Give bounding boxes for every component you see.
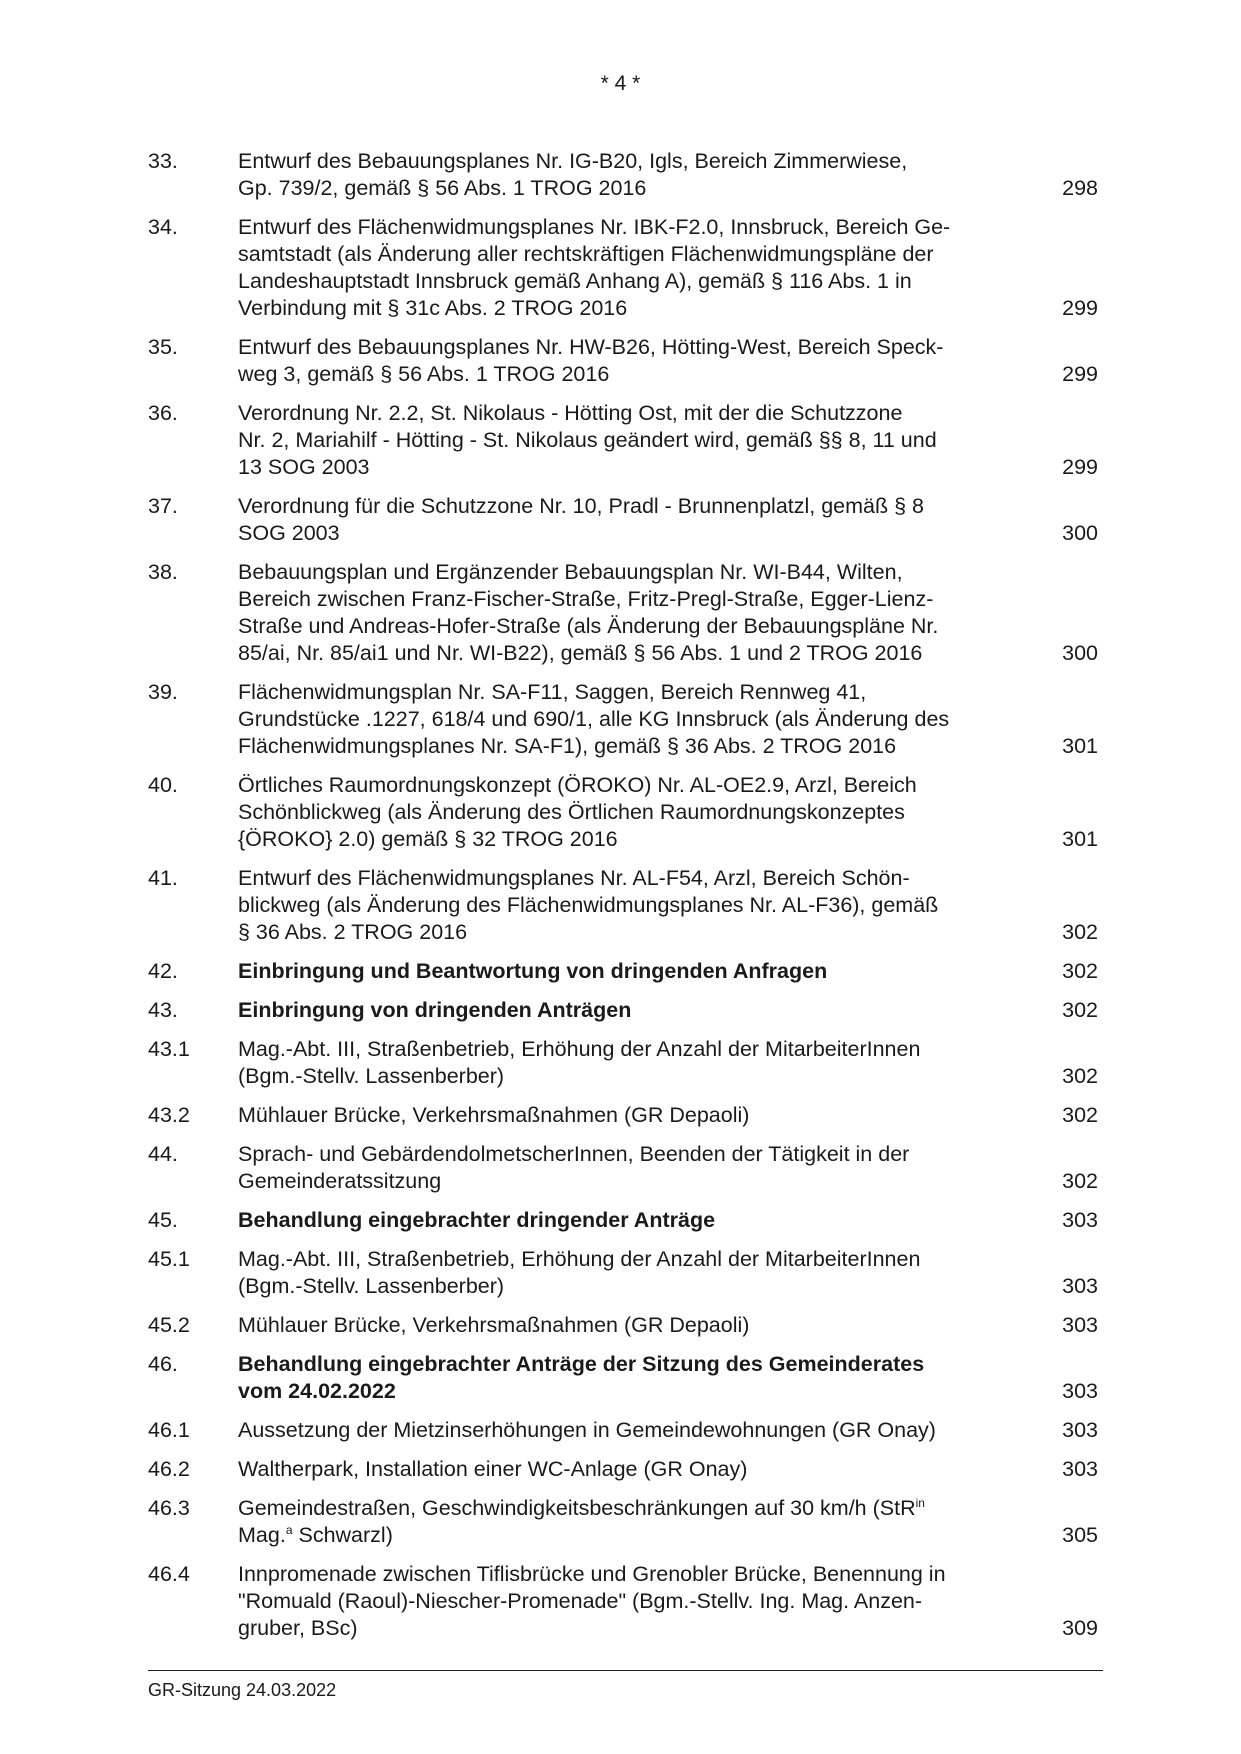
toc-title-text: Gemeindestraßen, Geschwindigkeitsbeschränkungen auf 30 km/h (StR — [238, 1496, 916, 1520]
toc-title-line: "Romuald (Raoul)-Niescher-Promenade" (Bgm.-Stellv. Ing. Mag. Anzen- — [238, 1589, 923, 1613]
toc-entry — [148, 1036, 1100, 1090]
footer-divider — [148, 1670, 1103, 1671]
toc-title-line: Flächenwidmungsplanes Nr. SA-F1), gemäß § 36 Abs. 2 TROG 2016 — [238, 734, 897, 758]
toc-number: 45.1 — [148, 1247, 190, 1271]
toc-number: 45. — [148, 1208, 178, 1232]
toc-entry — [148, 865, 1100, 946]
toc-page: 301 — [1062, 827, 1098, 851]
toc-title — [238, 1495, 1003, 1549]
toc-title-line: Sprach- und GebärdendolmetscherInnen, Beenden der Tätigkeit in der — [238, 1142, 910, 1166]
toc-number: 36. — [148, 401, 178, 425]
toc-title-line: Entwurf des Bebauungsplanes Nr. HW-B26, Hötting-West, Bereich Speck- — [238, 335, 944, 359]
toc-entry — [148, 958, 1100, 985]
toc-number: 46.2 — [148, 1457, 190, 1481]
toc-title-line: Behandlung eingebrachter dringender Anträge — [238, 1208, 716, 1232]
toc-title-text: Mag. — [238, 1523, 286, 1547]
toc-title — [238, 865, 1003, 946]
toc-title-line: weg 3, gemäß § 56 Abs. 1 TROG 2016 — [238, 362, 610, 386]
toc-title-line: 13 SOG 2003 — [238, 455, 370, 479]
toc-page: 303 — [1062, 1208, 1098, 1232]
toc-entry — [148, 1312, 1100, 1339]
toc-title — [238, 1102, 1003, 1129]
toc-title — [238, 334, 1003, 388]
toc-entry — [148, 214, 1100, 322]
toc-entry — [148, 1495, 1100, 1549]
toc-page: 309 — [1062, 1616, 1098, 1640]
toc-title-line: Nr. 2, Mariahilf - Hötting - St. Nikolaus geändert wird, gemäß §§ 8, 11 und — [238, 428, 937, 452]
toc-title — [238, 559, 1003, 667]
toc-title — [238, 1207, 1003, 1234]
toc-title-line: Gp. 739/2, gemäß § 56 Abs. 1 TROG 2016 — [238, 176, 647, 200]
toc-title-line: Entwurf des Bebauungsplanes Nr. IG-B20, Igls, Bereich Zimmerwiese, — [238, 149, 908, 173]
toc-number: 44. — [148, 1142, 178, 1166]
toc-title-line: § 36 Abs. 2 TROG 2016 — [238, 920, 468, 944]
toc-number: 38. — [148, 560, 178, 584]
toc-entry — [148, 679, 1100, 760]
toc-title-line: Entwurf des Flächenwidmungsplanes Nr. IBK-F2.0, Innsbruck, Bereich Ge- — [238, 215, 951, 239]
toc-title — [238, 997, 1003, 1024]
toc-title-line: Mühlauer Brücke, Verkehrsmaßnahmen (GR Depaoli) — [238, 1103, 750, 1127]
toc-entry — [148, 559, 1100, 667]
toc-number: 43.1 — [148, 1037, 190, 1061]
toc-title-line: Behandlung eingebrachter Anträge der Sitzung des Gemeinderates — [238, 1352, 925, 1376]
toc-title-line: Bebauungsplan und Ergänzender Bebauungsplan Nr. WI-B44, Wilten, — [238, 560, 903, 584]
toc-title-line: Einbringung von dringenden Anträgen — [238, 998, 632, 1022]
superscript: a — [285, 1523, 293, 1537]
toc-title-line: {ÖROKO} 2.0) gemäß § 32 TROG 2016 — [238, 827, 618, 851]
toc-page: 299 — [1062, 296, 1098, 320]
toc-title-line: Mag.-Abt. III, Straßenbetrieb, Erhöhung der Anzahl der MitarbeiterInnen — [238, 1037, 921, 1061]
toc-title — [238, 493, 1003, 547]
toc-entry — [148, 1207, 1100, 1234]
toc-title-line: Grundstücke .1227, 618/4 und 690/1, alle KG Innsbruck (als Änderung des — [238, 707, 950, 731]
toc-page: 303 — [1062, 1418, 1098, 1442]
toc-title — [238, 214, 1003, 322]
toc-title-line: Innpromenade zwischen Tiflisbrücke und Grenobler Brücke, Benennung in — [238, 1562, 946, 1586]
toc-title-line: SOG 2003 — [238, 521, 340, 545]
toc-entry — [148, 1141, 1100, 1195]
toc-title-line: vom 24.02.2022 — [238, 1379, 396, 1403]
toc-number: 37. — [148, 494, 178, 518]
toc-title — [238, 1246, 1003, 1300]
toc-number: 43.2 — [148, 1103, 190, 1127]
toc-page: 301 — [1062, 734, 1098, 758]
toc-title-line: Örtliches Raumordnungskonzept (ÖROKO) Nr. AL-OE2.9, Arzl, Bereich — [238, 773, 917, 797]
toc-entry — [148, 400, 1100, 481]
toc-page: 302 — [1062, 1064, 1098, 1088]
toc-title-line: Gemeinderatssitzung — [238, 1169, 442, 1193]
toc-title — [238, 1417, 1003, 1444]
toc-title-line — [238, 1522, 1003, 1549]
toc-number: 46. — [148, 1352, 178, 1376]
toc-title-line: blickweg (als Änderung des Flächenwidmungsplanes Nr. AL-F36), gemäß — [238, 893, 939, 917]
toc-number: 33. — [148, 149, 178, 173]
toc-title-line: Bereich zwischen Franz-Fischer-Straße, Fritz-Pregl-Straße, Egger-Lienz- — [238, 587, 934, 611]
toc-title-line: Entwurf des Flächenwidmungsplanes Nr. AL-F54, Arzl, Bereich Schön- — [238, 866, 910, 890]
toc-page: 303 — [1062, 1379, 1098, 1403]
toc-page: 300 — [1062, 641, 1098, 665]
toc-title-line: Mag.-Abt. III, Straßenbetrieb, Erhöhung der Anzahl der MitarbeiterInnen — [238, 1247, 921, 1271]
toc-title-text: Schwarzl) — [292, 1523, 393, 1547]
page-number: * 4 * — [600, 72, 641, 95]
toc-entry — [148, 997, 1100, 1024]
toc-number: 34. — [148, 215, 178, 239]
toc-entry — [148, 1417, 1100, 1444]
toc-entry — [148, 1246, 1100, 1300]
toc-title — [238, 1312, 1003, 1339]
toc-title-line: Verordnung Nr. 2.2, St. Nikolaus - Hötting Ost, mit der die Schutzzone — [238, 401, 903, 425]
toc-entry — [148, 772, 1100, 853]
toc-title-line: Waltherpark, Installation einer WC-Anlage (GR Onay) — [238, 1457, 748, 1481]
table-of-contents — [148, 148, 1100, 1654]
toc-title — [238, 679, 1003, 760]
toc-title — [238, 1456, 1003, 1483]
toc-page: 302 — [1062, 1103, 1098, 1127]
toc-title-line: Verordnung für die Schutzzone Nr. 10, Pradl - Brunnenplatzl, gemäß § 8 — [238, 494, 925, 518]
toc-entry — [148, 1102, 1100, 1129]
toc-title-line: Straße und Andreas-Hofer-Straße (als Änderung der Bebauungspläne Nr. — [238, 614, 939, 638]
toc-title — [238, 400, 1003, 481]
toc-title-line: 85/ai, Nr. 85/ai1 und Nr. WI-B22), gemäß § 56 Abs. 1 und 2 TROG 2016 — [238, 641, 923, 665]
toc-number: 46.1 — [148, 1418, 190, 1442]
toc-title-line: Landeshauptstadt Innsbruck gemäß Anhang A), gemäß § 116 Abs. 1 in — [238, 269, 912, 293]
toc-entry — [148, 1351, 1100, 1405]
toc-title — [238, 958, 1003, 985]
toc-page: 298 — [1062, 176, 1098, 200]
toc-number: 41. — [148, 866, 178, 890]
toc-number: 42. — [148, 959, 178, 983]
footer-text: GR-Sitzung 24.03.2022 — [148, 1680, 337, 1700]
toc-title-line: gruber, BSc) — [238, 1616, 358, 1640]
toc-title — [238, 1561, 1003, 1642]
toc-title-line: Aussetzung der Mietzinserhöhungen in Gemeindewohnungen (GR Onay) — [238, 1418, 936, 1442]
toc-page: 299 — [1062, 455, 1098, 479]
toc-page: 303 — [1062, 1457, 1098, 1481]
toc-entry — [148, 334, 1100, 388]
toc-page: 299 — [1062, 362, 1098, 386]
toc-number: 39. — [148, 680, 178, 704]
toc-entry — [148, 1561, 1100, 1642]
toc-title-line: Mühlauer Brücke, Verkehrsmaßnahmen (GR Depaoli) — [238, 1313, 750, 1337]
toc-title-line: Verbindung mit § 31c Abs. 2 TROG 2016 — [238, 296, 628, 320]
toc-page: 305 — [1062, 1523, 1098, 1547]
toc-entry — [148, 493, 1100, 547]
toc-page: 302 — [1062, 920, 1098, 944]
toc-title — [238, 1351, 1003, 1405]
toc-title — [238, 148, 1003, 202]
toc-page: 303 — [1062, 1274, 1098, 1298]
toc-number: 40. — [148, 773, 178, 797]
toc-title-line: samtstadt (als Änderung aller rechtskräftigen Flächenwidmungspläne der — [238, 242, 934, 266]
toc-title-line: (Bgm.-Stellv. Lassenberber) — [238, 1064, 505, 1088]
superscript: in — [915, 1496, 925, 1510]
toc-number: 46.3 — [148, 1496, 190, 1520]
toc-title — [238, 1036, 1003, 1090]
toc-page: 302 — [1062, 959, 1098, 983]
toc-title-line — [238, 1495, 1003, 1522]
toc-number: 43. — [148, 998, 178, 1022]
toc-number: 35. — [148, 335, 178, 359]
toc-number: 46.4 — [148, 1562, 190, 1586]
toc-title-line: Einbringung und Beantwortung von dringenden Anfragen — [238, 959, 828, 983]
toc-title — [238, 1141, 1003, 1195]
toc-entry — [148, 1456, 1100, 1483]
toc-title-line: Flächenwidmungsplan Nr. SA-F11, Saggen, Bereich Rennweg 41, — [238, 680, 867, 704]
toc-title-line: Schönblickweg (als Änderung des Örtlichen Raumordnungskonzeptes — [238, 800, 905, 824]
toc-page: 302 — [1062, 1169, 1098, 1193]
toc-page: 302 — [1062, 998, 1098, 1022]
toc-page: 300 — [1062, 521, 1098, 545]
toc-title-line: (Bgm.-Stellv. Lassenberber) — [238, 1274, 505, 1298]
toc-title — [238, 772, 1003, 853]
toc-page: 303 — [1062, 1313, 1098, 1337]
toc-entry — [148, 148, 1100, 202]
toc-number: 45.2 — [148, 1313, 190, 1337]
